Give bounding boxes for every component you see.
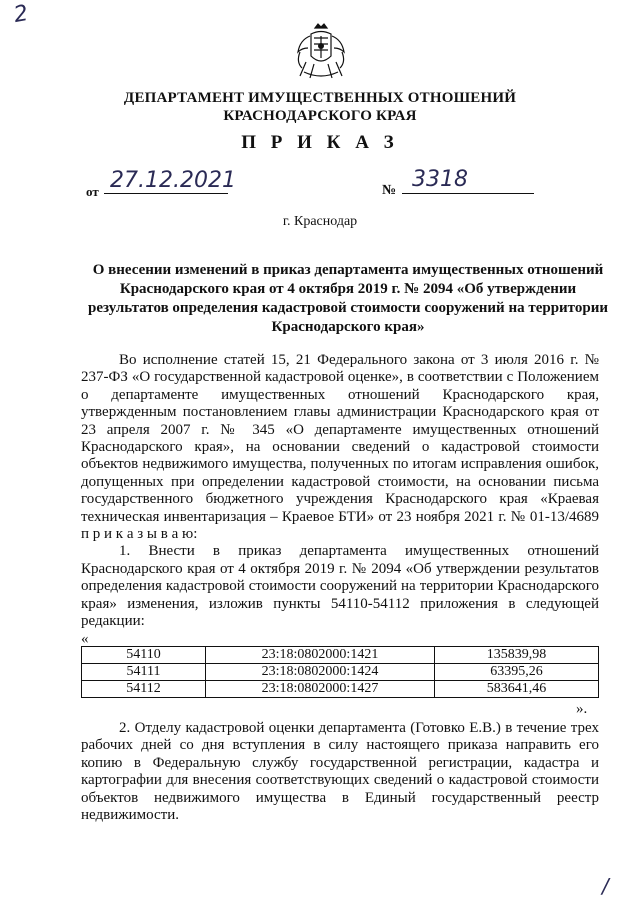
table-row <box>82 681 599 698</box>
city-line: г. Краснодар <box>282 214 358 229</box>
preamble-text: Во исполнение статей 15, 21 Федерального закона от 3 июля 2016 г. № 237-ФЗ «О государственной кадастровой оценке», в соответствии с Положением о департаменте имущественных отношений Краснодарского края, утвержденным постановлением главы администрации Краснодарского края от 23 апреля 2007 г. № 345 «О департаменте имущественных отношений Краснодарского края», на основании сведений о кадастровой стоимости объектов недвижимого имущества, полученных по итогам исправления ошибок, допущенных при определении кадастровой стоимости, на основании письма государственного бюджетного учреждения Краснодарского края «Краевая техническая инвентаризация – Краевое БТИ» от 23 ноября 2021 г. № 01-13/4689 <box>81 352 599 525</box>
department-name-line1: ДЕПАРТАМЕНТ ИМУЩЕСТВЕННЫХ ОТНОШЕНИЙ <box>123 90 517 106</box>
order-subject: О внесении изменений в приказ департамента имущественных отношений Краснодарского края от 4 октября 2019 г. № 2094 «Об утверждении результатов определения кадастровой стоимости сооружений на территории Краснодарского края» <box>88 262 608 335</box>
quote-close: ». <box>576 701 588 717</box>
cadastral-number-cell: 23:18:0802000:1427 <box>206 681 435 698</box>
cadastral-value-cell: 583641,46 <box>435 681 599 698</box>
cadastral-number-cell: 23:18:0802000:1421 <box>206 647 435 664</box>
table-row <box>82 664 599 681</box>
parcels-table <box>81 646 599 698</box>
item-2-paragraph: 2. Отделу кадастровой оценки департамента (Готовко Е.В.) в течение трех рабочих дней со дня вступления в силу настоящего приказа направить его копию в Федеральную службу государственной регистрации, кадастра и картографии для внесения соответствующих сведений о кадастровой стоимости объектов недвижимого имущества в Единый государственный реестр недвижимости. <box>81 720 599 824</box>
cadastral-value-cell: 135839,98 <box>435 647 599 664</box>
number-label: № <box>382 183 397 198</box>
cadastral-value-cell: 63395,26 <box>435 664 599 681</box>
preamble-paragraph <box>81 352 599 543</box>
coat-of-arms-icon <box>292 22 350 82</box>
handwritten-tick-mark: / <box>602 874 609 898</box>
command-word: п р и к а з ы в а ю: <box>81 526 198 543</box>
order-body <box>81 352 599 648</box>
handwritten-page-mark: 2 <box>11 0 31 29</box>
department-name-line2: КРАСНОДАРСКОГО КРАЯ <box>223 108 417 124</box>
document-type-title: П Р И К А З <box>241 132 399 153</box>
cadastral-number-cell: 23:18:0802000:1424 <box>206 664 435 681</box>
handwritten-number: 3318 <box>412 167 468 192</box>
number-underline <box>402 192 534 194</box>
row-number-cell: 54112 <box>82 681 206 698</box>
row-number-cell: 54111 <box>82 664 206 681</box>
quote-open: « <box>81 630 89 647</box>
table-row <box>82 647 599 664</box>
date-label: от <box>86 184 99 199</box>
item-1-paragraph: 1. Внести в приказ департамента имущественных отношений Краснодарского края от 4 октября 2019 г. № 2094 «Об утверждении результатов определения кадастровой стоимости сооружений на территории Краснодарского края» изменения, изложив пункты 54110-54112 приложения в следующей редакции: <box>81 543 599 630</box>
handwritten-date: 27.12.2021 <box>110 168 236 193</box>
order-body-continued <box>81 720 599 824</box>
row-number-cell: 54110 <box>82 647 206 664</box>
